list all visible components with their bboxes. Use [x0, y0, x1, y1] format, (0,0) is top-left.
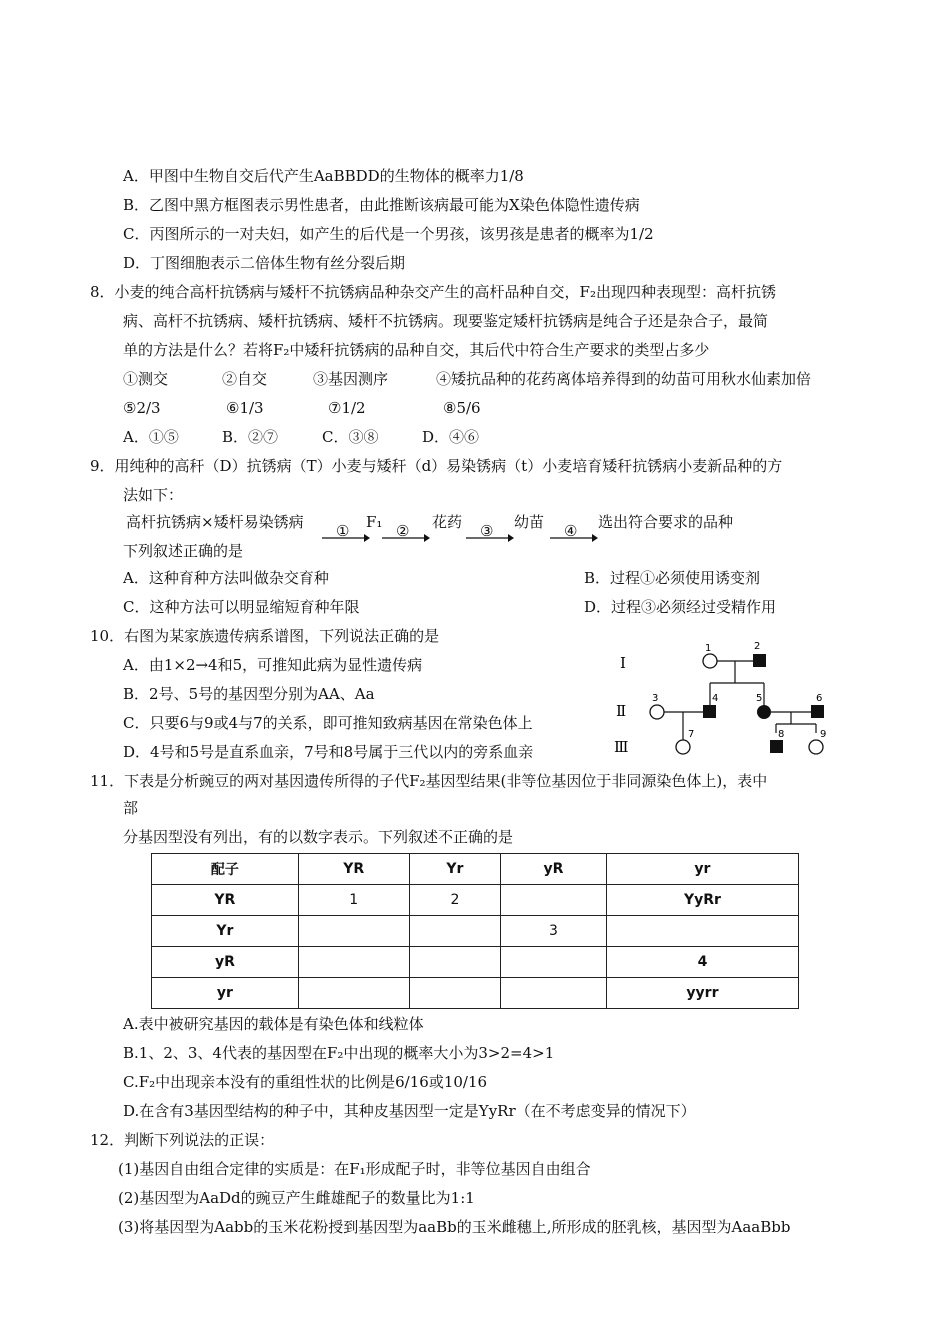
genotype-table	[151, 853, 799, 1009]
q11-stem-line2: 部	[123, 799, 139, 817]
table-cell	[298, 978, 409, 1009]
q8-item-2: ②自交	[222, 370, 268, 388]
q8-item-4: ④矮抗品种的花药离体培养得到的幼苗可用秋水仙素加倍	[436, 370, 812, 388]
q11-option-b: B.1、2、3、4代表的基因型在F₂中出现的概率大小为3>2=4>1	[123, 1044, 555, 1062]
table-cell	[298, 916, 409, 947]
q8-item-1: ①测交	[123, 370, 169, 388]
q8-stem-line2: 病、高杆不抗锈病、矮杆抗锈病、矮杆不抗锈病。现要鉴定矮杆抗锈病是纯合子还是杂合子，最简	[123, 312, 769, 330]
q11-option-d: D.在含有3基因型结构的种子中，其种皮基因型一定是YyRr（在不考虑变异的情况下）	[123, 1102, 696, 1120]
id-label-5: 5	[756, 693, 763, 704]
q9-flow-node-result: 选出符合要求的品种	[598, 513, 734, 531]
table-cell: 2	[409, 885, 500, 916]
table-cell	[298, 947, 409, 978]
table-header-cell: 配子	[152, 854, 299, 885]
id-label-4: 4	[712, 693, 719, 704]
q12-stem: 12．判断下列说法的正误：	[90, 1131, 275, 1149]
individual-6-male-affected	[811, 705, 824, 718]
q12-statement-3: (3)将基因型为Aabb的玉米花粉授到基因型为aaBb的玉米雌穗上,所形成的胚乳核，基因型为AaaBbb	[118, 1218, 791, 1236]
q11-option-c: C.F₂中出现亲本没有的重组性状的比例是6/16或10/16	[123, 1073, 488, 1091]
q9-flow-step-1: ①	[336, 522, 350, 540]
table-cell	[501, 947, 607, 978]
table-cell: yyrr	[606, 978, 798, 1009]
q8-stem-line3: 单的方法是什么？若将F₂中矮秆抗锈病的品种自交，其后代中符合生产要求的类型占多少	[123, 341, 710, 359]
q8-choice-c: C．③⑧	[322, 428, 379, 446]
q9-flow-step-2: ②	[396, 522, 410, 540]
q9-option-d: D．过程③必须经过受精作用	[584, 598, 777, 616]
table-header-cell: YR	[298, 854, 409, 885]
individual-8-male-affected	[770, 740, 783, 753]
q8-choice-b: B．②⑦	[222, 428, 279, 446]
table-cell: YyRr	[606, 885, 798, 916]
q9-stem-line1: 9．用纯种的高秆（D）抗锈病（T）小麦与矮秆（d）易染锈病（t）小麦培育矮秆抗锈病小麦新品种的方	[90, 457, 783, 475]
q9-flow-start: 高杆抗锈病×矮杆易染锈病	[126, 513, 304, 531]
individual-4-male-affected	[703, 705, 716, 718]
id-label-9: 9	[820, 729, 827, 740]
table-cell: 1	[298, 885, 409, 916]
table-cell	[501, 978, 607, 1009]
q8-choice-d: D．④⑥	[422, 428, 480, 446]
q9-flow-node-seedling: 幼苗	[514, 513, 545, 531]
table-cell	[409, 978, 500, 1009]
q7-option-a: A．甲图中生物自交后代产生AaBBDD的生物体的概率力1/8	[123, 167, 524, 185]
pedigree-chart	[606, 630, 840, 760]
q10-option-c: C．只要6与9或4与7的关系，即可推知致病基因在常染色体上	[123, 714, 533, 732]
table-cell: yR	[152, 947, 299, 978]
individual-9-female	[809, 740, 823, 754]
q12-statement-1: (1)基因自由组合定律的实质是：在F₁形成配子时，非等位基因自由组合	[118, 1160, 591, 1178]
gen-label-3: Ⅲ	[614, 738, 629, 756]
id-label-7: 7	[688, 729, 695, 740]
id-label-2: 2	[754, 641, 761, 652]
table-header-cell: yr	[606, 854, 798, 885]
individual-1-female	[703, 654, 717, 668]
q8-choice-a: A．①⑤	[123, 428, 179, 446]
table-cell	[409, 947, 500, 978]
q10-option-a: A．由1×2→4和5，可推知此病为显性遗传病	[123, 656, 423, 674]
individual-2-male-affected	[753, 654, 766, 667]
table-cell: Yr	[152, 916, 299, 947]
table-cell: 4	[606, 947, 798, 978]
q12-statement-2: (2)基因型为AaDd的豌豆产生雌雄配子的数量比为1:1	[118, 1189, 475, 1207]
table-header-cell: Yr	[409, 854, 500, 885]
gen-label-1: Ⅰ	[620, 654, 626, 672]
id-label-1: 1	[705, 643, 712, 654]
q8-item-6: ⑥1/3	[226, 399, 264, 417]
q10-option-b: B．2号、5号的基因型分别为AA、Aa	[123, 685, 375, 703]
q10-stem: 10．右图为某家族遗传病系谱图，下列说法正确的是	[90, 627, 440, 645]
table-cell: 3	[501, 916, 607, 947]
q8-item-5: ⑤2/3	[123, 399, 161, 417]
id-label-3: 3	[652, 693, 659, 704]
gen-label-2: Ⅱ	[616, 702, 627, 720]
q8-item-3: ③基因测序	[313, 370, 389, 388]
individual-5-female-affected	[757, 705, 771, 719]
table-header-cell: yR	[501, 854, 607, 885]
q8-item-8: ⑧5/6	[443, 399, 481, 417]
table-cell	[501, 885, 607, 916]
individual-3-female	[650, 705, 664, 719]
q11-stem-line1: 11．下表是分析豌豆的两对基因遗传所得的子代F₂基因型结果(非等位基因位于非同源染色体上)，表中	[90, 772, 768, 790]
individual-7-female	[676, 740, 690, 754]
id-label-6: 6	[816, 693, 823, 704]
q8-item-7: ⑦1/2	[328, 399, 366, 417]
q9-flow-node-anther: 花药	[432, 513, 463, 531]
table-cell	[409, 916, 500, 947]
q9-flow-node-f1: F₁	[366, 513, 383, 531]
q7-option-d: D．丁图细胞表示二倍体生物有丝分裂后期	[123, 254, 406, 272]
table-row	[152, 978, 799, 1009]
q9-option-b: B．过程①必须使用诱变剂	[584, 569, 761, 587]
q11-option-a: A.表中被研究基因的载体是有染色体和线粒体	[123, 1015, 424, 1033]
table-cell: YR	[152, 885, 299, 916]
table-row	[152, 947, 799, 978]
table-row	[152, 916, 799, 947]
table-row	[152, 885, 799, 916]
q11-stem-line3: 分基因型没有列出，有的以数字表示。下列叙述不正确的是	[123, 828, 514, 846]
q9-option-c: C．这种方法可以明显缩短育种年限	[123, 598, 360, 616]
q9-flow-step-4: ④	[564, 522, 578, 540]
q9-stem-line2: 法如下：	[123, 486, 184, 504]
q10-option-d: D．4号和5号是直系血亲，7号和8号属于三代以内的旁系血亲	[123, 743, 534, 761]
table-cell	[606, 916, 798, 947]
table-header-row	[152, 854, 799, 885]
q9-ask: 下列叙述正确的是	[123, 542, 244, 560]
q8-stem-line1: 8．小麦的纯合高杆抗锈病与矮杆不抗锈病品种杂交产生的高杆品种自交，F₂出现四种表现型：高杆抗锈	[90, 283, 776, 301]
id-label-8: 8	[778, 729, 785, 740]
q9-option-a: A．这种育种方法叫做杂交育种	[123, 569, 329, 587]
table-cell: yr	[152, 978, 299, 1009]
q7-option-b: B．乙图中黑方框图表示男性患者，由此推断该病最可能为X染色体隐性遗传病	[123, 196, 640, 214]
q9-flow-step-3: ③	[480, 522, 494, 540]
q7-option-c: C．丙图所示的一对夫妇，如产生的后代是一个男孩，该男孩是患者的概率为1/2	[123, 225, 654, 243]
